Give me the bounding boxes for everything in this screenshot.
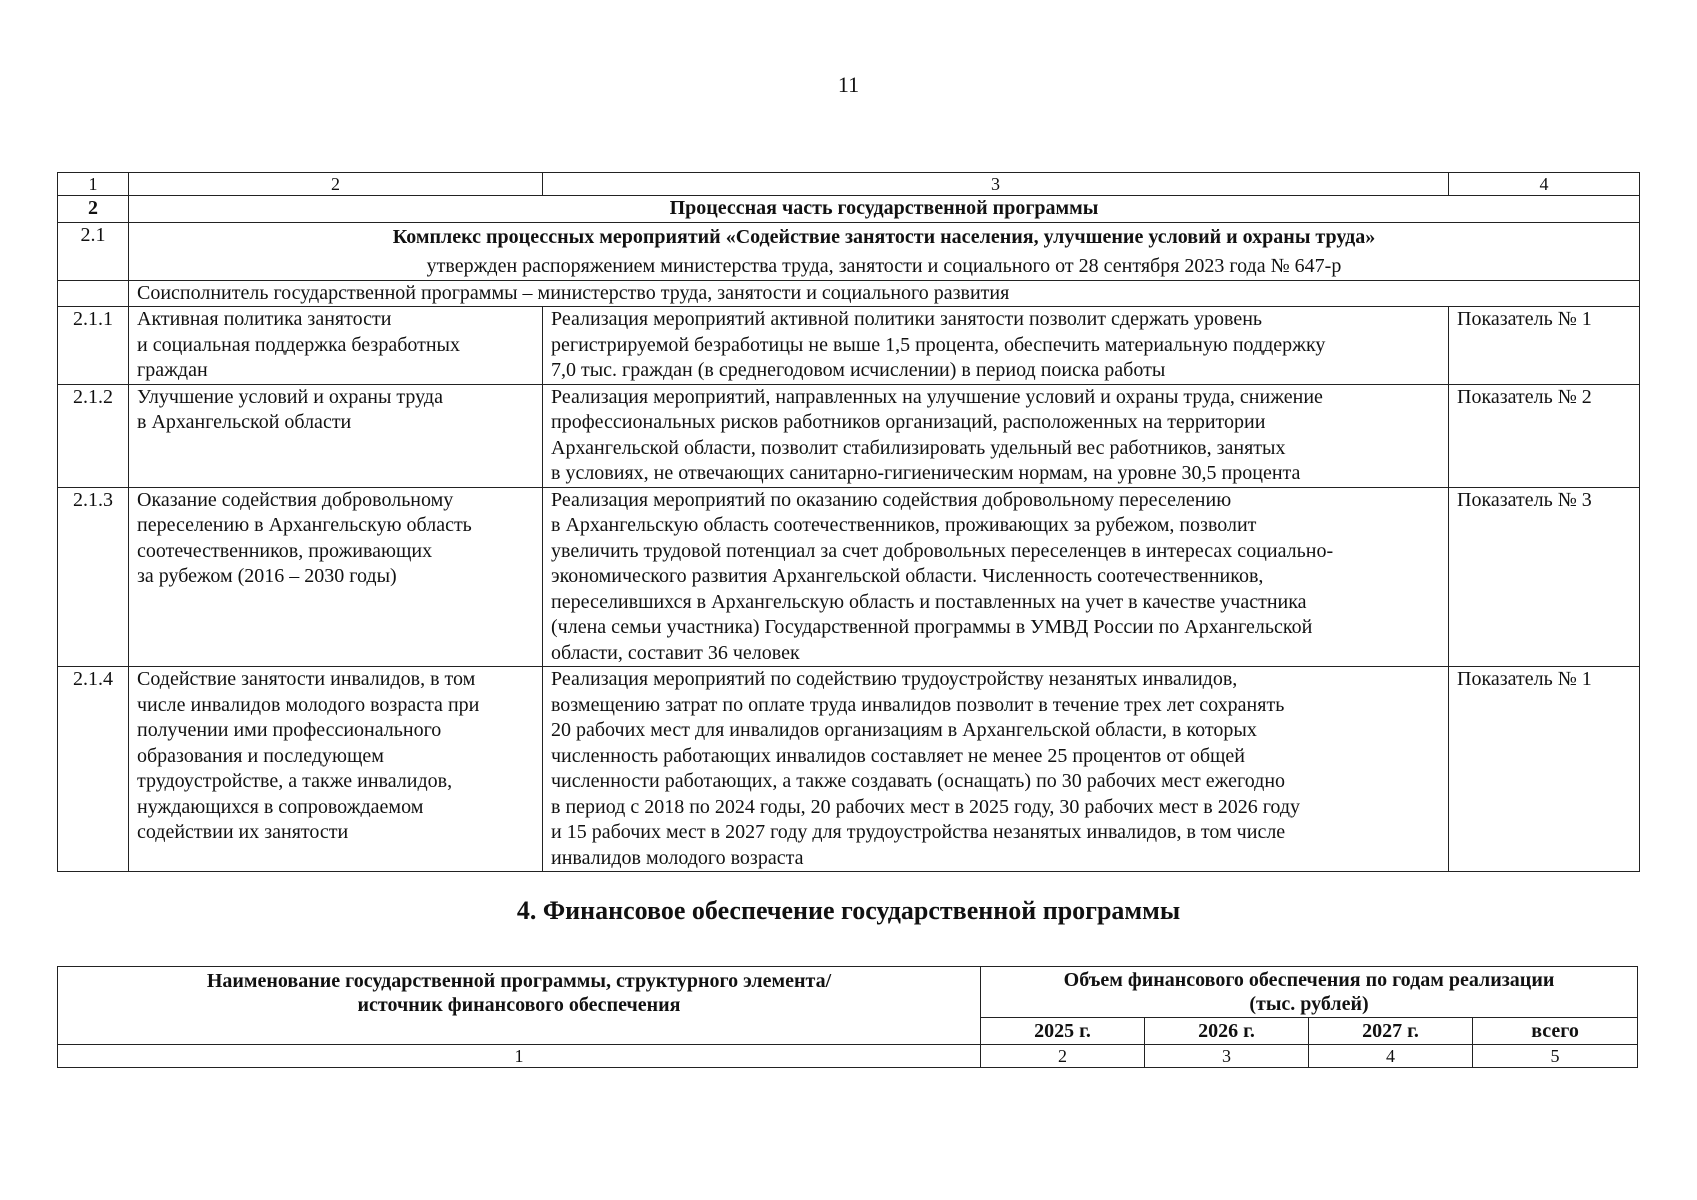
section-row <box>58 196 1640 223</box>
year-header: всего <box>1473 1018 1638 1045</box>
coexecutor-text: Соисполнитель государственной программы – министерство труда, занятости и социального развития <box>129 280 1640 307</box>
measure-name: Активная политика занятости и социальная поддержка безработных граждан <box>129 307 543 385</box>
row-number: 2.1.3 <box>58 487 129 667</box>
indicator: Показатель № 1 <box>1449 307 1640 385</box>
measure-name: Улучшение условий и охраны труда в Архангельской области <box>129 384 543 487</box>
volume-header-line: Объем финансового обеспечения по годам реализации <box>1063 969 1555 991</box>
table-row <box>58 384 1640 487</box>
complex-number: 2.1 <box>58 222 129 280</box>
column-number: 4 <box>1449 173 1640 196</box>
section-title: Процессная часть государственной программы <box>129 196 1640 223</box>
program-name-header-line: Наименование государственной программы, структурного элемента/ <box>206 970 832 992</box>
column-number: 1 <box>58 1045 981 1068</box>
measure-description: Реализация мероприятий, направленных на улучшение условий и охраны труда, снижение профессиональных рисков работников организаций, расположенных на территории Архангельской области, позволит стабилизировать удельный вес работников, занятых в условиях, не отвечающих санитарно-гигиеническим нормам, на уровне 30,5 процента <box>543 384 1449 487</box>
measure-description: Реализация мероприятий по оказанию содействия добровольному переселению в Архангельскую область соотечественников, проживающих за рубежом, позволит увеличить трудовой потенциал за счет добровольных переселенцев в интересах социально- экономического развития Архангельской области. Численность соотечественников, переселившихся в Архангельскую область и поставленных на учет в качестве участника (члена семьи участника) Государственной программы в УМВД России по Архангельской области, составит 36 человек <box>543 487 1449 667</box>
volume-header-line: (тыс. рублей) <box>1249 993 1369 1015</box>
row-number: 2.1.4 <box>58 667 129 872</box>
complex-title: Комплекс процессных мероприятий «Содействие занятости населения, улучшение условий и охраны труда» <box>392 225 1376 248</box>
program-measures-table <box>57 172 1640 872</box>
year-header: 2026 г. <box>1145 1018 1309 1045</box>
program-name-header <box>58 967 981 1045</box>
indicator: Показатель № 2 <box>1449 384 1640 487</box>
volume-header <box>981 967 1638 1018</box>
measure-name: Оказание содействия добровольному переселению в Архангельскую область соотечественников, проживающих за рубежом (2016 – 2030 годы) <box>129 487 543 667</box>
row-number: 2.1.1 <box>58 307 129 385</box>
column-number: 3 <box>1145 1045 1309 1068</box>
measure-description: Реализация мероприятий по содействию трудоустройству незанятых инвалидов, возмещению затрат по оплате труда инвалидов позволит в течение трех лет сохранять 20 рабочих мест для инвалидов организациям в Архангельской области, в которых численность работающих инвалидов составляет не менее 25 процентов от общей численности работающих, а также создавать (оснащать) по 30 рабочих мест ежегодно в период с 2018 по 2024 годы, 20 рабочих мест в 2025 году, 30 рабочих мест в 2026 году и 15 рабочих мест в 2027 году для трудоустройства незанятых инвалидов, в том числе инвалидов молодого возраста <box>543 667 1449 872</box>
column-number-row <box>58 173 1640 196</box>
table-row <box>58 487 1640 667</box>
complex-approval: утвержден распоряжением министерства труда, занятости и социального от 28 сентября 2023 года № 647-р <box>426 255 1342 277</box>
complex-cell <box>129 222 1640 280</box>
finance-header-row <box>58 967 1638 1018</box>
indicator: Показатель № 3 <box>1449 487 1640 667</box>
finance-table <box>57 966 1638 1068</box>
column-number: 3 <box>543 173 1449 196</box>
page-number: 11 <box>837 72 860 97</box>
year-header: 2027 г. <box>1309 1018 1473 1045</box>
year-header: 2025 г. <box>981 1018 1145 1045</box>
table-row <box>58 667 1640 872</box>
indicator: Показатель № 1 <box>1449 667 1640 872</box>
column-number: 2 <box>129 173 543 196</box>
table-row <box>58 307 1640 385</box>
column-number: 1 <box>58 173 129 196</box>
measure-description: Реализация мероприятий активной политики занятости позволит сдержать уровень регистрируемой безработицы не выше 1,5 процента, обеспечить материальную поддержку 7,0 тыс. граждан (в среднегодовом исчислении) в период поиска работы <box>543 307 1449 385</box>
section-number: 2 <box>58 196 129 223</box>
measure-name: Содействие занятости инвалидов, в том числе инвалидов молодого возраста при получении ими профессионального образования и последующем трудоустройстве, а также инвалидов, нуждающихся в сопровождаемом содействии их занятости <box>129 667 543 872</box>
section-heading: 4. Финансовое обеспечение государственной программы <box>516 896 1181 925</box>
row-number: 2.1.2 <box>58 384 129 487</box>
program-name-header-line: источник финансового обеспечения <box>357 994 681 1016</box>
coexecutor-row <box>58 280 1640 307</box>
column-number: 4 <box>1309 1045 1473 1068</box>
complex-row <box>58 222 1640 280</box>
column-number: 5 <box>1473 1045 1638 1068</box>
finance-column-number-row <box>58 1045 1638 1068</box>
column-number: 2 <box>981 1045 1145 1068</box>
